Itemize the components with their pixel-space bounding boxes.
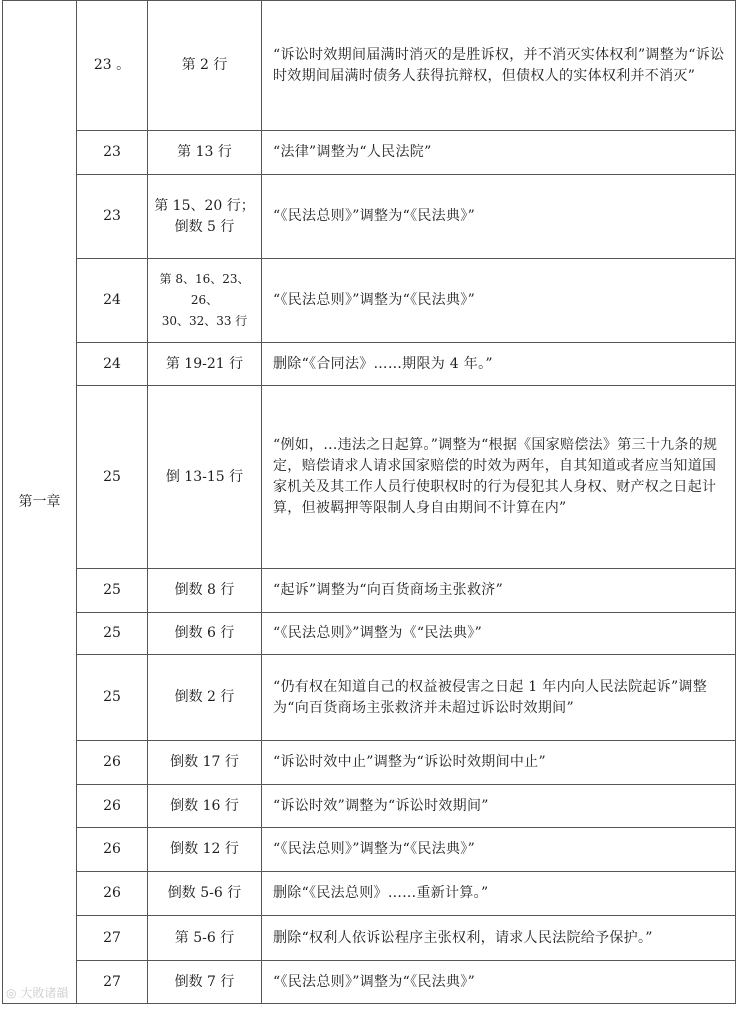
table-row [3, 175, 736, 259]
location-cell: 倒数 5-6 行 [148, 872, 262, 916]
page-cell: 24 [77, 259, 148, 343]
location-line: 第 8、16、23、26、 [159, 272, 250, 307]
location-cell: 第 2 行 [148, 1, 262, 131]
location-cell: 倒数 12 行 [148, 828, 262, 872]
change-cell: 删除“权利人依诉讼程序主张权利，请求人民法院给予保护。” [262, 916, 736, 961]
change-cell: “《民法总则》”调整为“《民法典》” [262, 961, 736, 1004]
table-row [3, 741, 736, 785]
page-number: 23 [93, 57, 112, 73]
table-row [3, 343, 736, 386]
page-cell: 25 [77, 613, 148, 655]
table-row [3, 655, 736, 741]
page-cell: 26 [77, 741, 148, 785]
page-cell: 25 [77, 386, 148, 569]
location-cell: 倒数 7 行 [148, 961, 262, 1004]
location-cell: 第 19-21 行 [148, 343, 262, 386]
change-cell: “起诉”调整为“向百货商场主张救济” [262, 569, 736, 613]
page-cell: 27 [77, 961, 148, 1004]
change-cell: “仍有权在知道自己的权益被侵害之日起 1 年内向人民法院起诉”调整为“向百货商场主张救济并未超过诉讼时效期间” [262, 655, 736, 741]
location-cell: 倒数 16 行 [148, 785, 262, 828]
location-line: 30、32、33 行 [161, 314, 248, 328]
page-cell [77, 1, 148, 131]
location-cell: 第 13 行 [148, 131, 262, 175]
change-cell: “《民法总则》”调整为《“民法典》” [262, 613, 736, 655]
table-row [3, 613, 736, 655]
location-cell [148, 259, 262, 343]
table-row [3, 131, 736, 175]
page-cell: 26 [77, 872, 148, 916]
camera-icon: ◎ [6, 986, 17, 1000]
location-cell: 倒 13-15 行 [148, 386, 262, 569]
table-row [3, 785, 736, 828]
location-cell: 第 5-6 行 [148, 916, 262, 961]
location-cell: 倒数 2 行 [148, 655, 262, 741]
table-row [3, 569, 736, 613]
page-cell: 24 [77, 343, 148, 386]
chapter-cell: 第一章 [3, 1, 77, 1004]
table-row [3, 961, 736, 1004]
change-cell: “法律”调整为“人民法院” [262, 131, 736, 175]
page-cell: 23 [77, 131, 148, 175]
location-cell: 倒数 6 行 [148, 613, 262, 655]
change-cell: 删除“《民法总则》……重新计算。” [262, 872, 736, 916]
table-row [3, 828, 736, 872]
page-cell: 26 [77, 785, 148, 828]
table-row [3, 1, 736, 131]
watermark-text: 大敗诸韻 [20, 986, 69, 1000]
errata-table [2, 0, 736, 1004]
table-row [3, 386, 736, 569]
page-cell: 23 [77, 175, 148, 259]
location-line: 倒数 5 行 [174, 218, 235, 235]
table-row [3, 916, 736, 961]
change-cell: “《民法总则》”调整为“《民法典》” [262, 175, 736, 259]
page-cell: 27 [77, 916, 148, 961]
page-cell: 25 [77, 569, 148, 613]
change-cell: “诉讼时效中止”调整为“诉讼时效期间中止” [262, 741, 736, 785]
location-cell [148, 175, 262, 259]
location-line: 第 15、20 行； [154, 197, 255, 214]
change-cell: 删除“《合同法》……期限为 4 年。” [262, 343, 736, 386]
location-cell: 倒数 17 行 [148, 741, 262, 785]
page-mark: 。 [116, 57, 131, 73]
page-cell: 26 [77, 828, 148, 872]
change-cell: “《民法总则》”调整为“《民法典》” [262, 828, 736, 872]
page-cell: 25 [77, 655, 148, 741]
table-row [3, 872, 736, 916]
watermark [6, 984, 68, 1001]
change-cell: “诉讼时效”调整为“诉讼时效期间” [262, 785, 736, 828]
table-row [3, 259, 736, 343]
change-cell: “诉讼时效期间届满时消灭的是胜诉权，并不消灭实体权利”调整为“诉讼时效期间届满时债务人获得抗辩权，但债权人的实体权利并不消灭” [262, 1, 736, 131]
location-cell: 倒数 8 行 [148, 569, 262, 613]
change-cell: “例如，...违法之日起算。”调整为“根据《国家赔偿法》第三十九条的规定，赔偿请求人请求国家赔偿的时效为两年，自其知道或者应当知道国家机关及其工作人员行使职权时的行为侵犯其人身权、财产权之日起计算，但被羁押等限制人身自由期间不计算在内” [262, 386, 736, 569]
change-cell: “《民法总则》”调整为“《民法典》” [262, 259, 736, 343]
